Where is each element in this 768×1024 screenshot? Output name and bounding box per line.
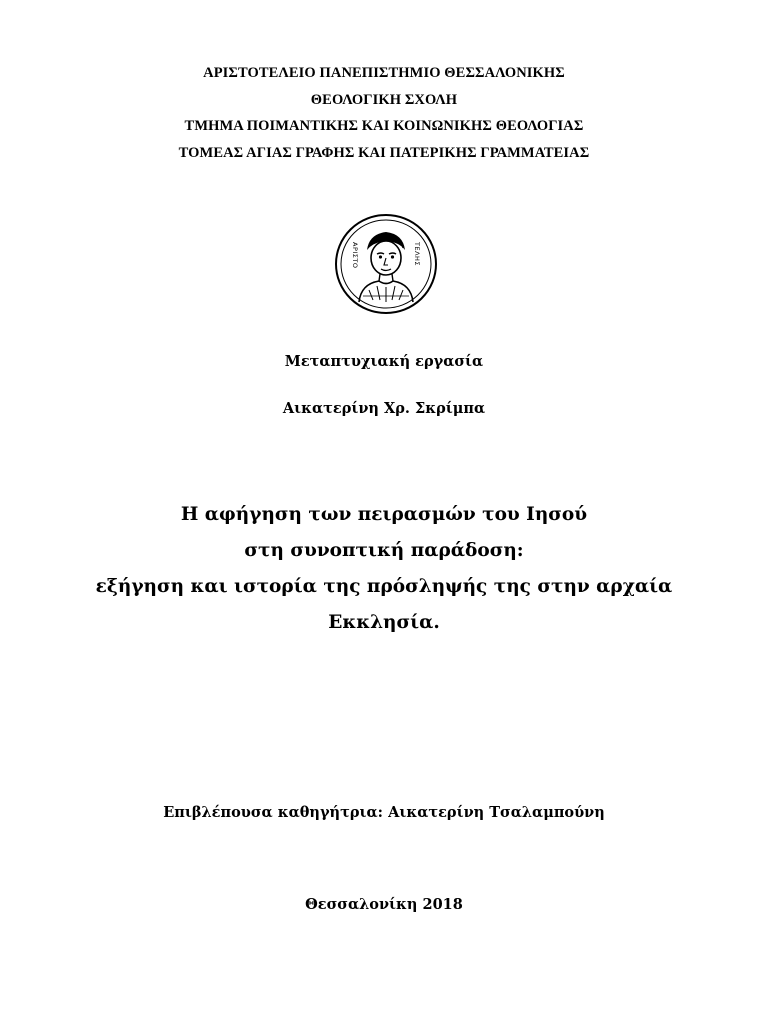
institution-header xyxy=(0,60,768,166)
title-line: Εκκλησία. xyxy=(328,612,440,633)
sector-name: ΤΟΜΕΑΣ ΑΓΙΑΣ ΓΡΑΦΗΣ ΚΑΙ ΠΑΤΕΡΙΚΗΣ ΓΡΑΜΜΑΤΕΙΑΣ xyxy=(178,144,590,161)
title-line: στη συνοπτική παράδοση: xyxy=(244,540,524,561)
university-name: ΑΡΙΣΤΟΤΕΛΕΙΟ ΠΑΝΕΠΙΣΤΗΜΙΟ ΘΕΣΣΑΛΟΝΙΚΗΣ xyxy=(203,65,565,81)
title-line: εξήγηση και ιστορία της πρόσληψής της στην αρχαία xyxy=(95,576,673,597)
supervisor: Επιβλέπουσα καθηγήτρια: Αικατερίνη Τσαλαμπούνη xyxy=(163,804,605,821)
author-name: Αικατερίνη Χρ. Σκρίμπα xyxy=(282,400,486,417)
seal-right-text: ΤΕΛΗΣ xyxy=(413,242,421,267)
university-seal-icon xyxy=(333,212,439,316)
school-name: ΘΕΟΛΟΓΙΚΗ ΣΧΟΛΗ xyxy=(310,91,458,108)
department-name: ΤΜΗΜΑ ΠΟΙΜΑΝΤΙΚΗΣ ΚΑΙ ΚΟΙΝΩΝΙΚΗΣ ΘΕΟΛΟΓΙΑΣ xyxy=(184,118,584,134)
thesis-title xyxy=(0,497,768,641)
seal-left-text: ΑΡΙΣΤΟ xyxy=(351,242,359,269)
place-date: Θεσσαλονίκη 2018 xyxy=(305,896,463,913)
thesis-type: Μεταπτυχιακή εργασία xyxy=(284,353,484,370)
title-line: Η αφήγηση των πειρασμών του Ιησού xyxy=(180,504,588,525)
